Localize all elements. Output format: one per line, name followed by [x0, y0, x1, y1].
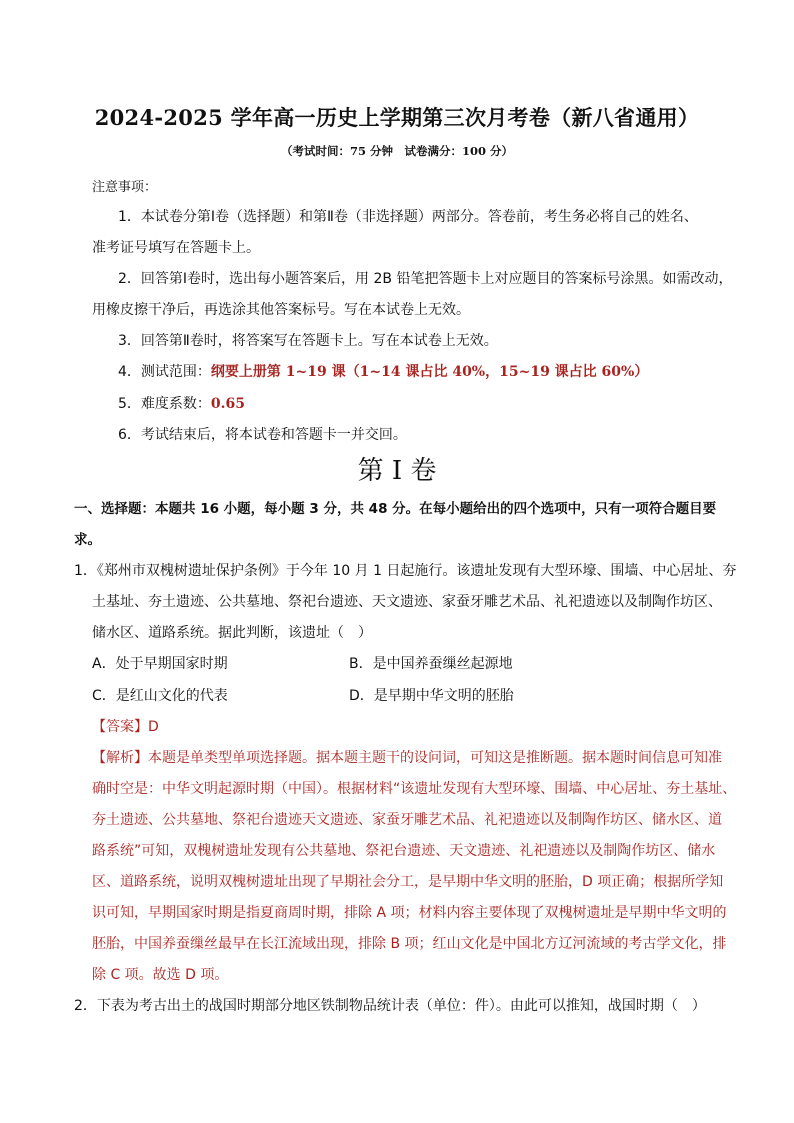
q1-stem-line-2: 土基址、夯土遗迹、公共墓地、祭祀台遗迹、天文遗迹、家蚕牙雕艺术品、礼祀遗迹以及制陶作坊区、 [92, 594, 722, 610]
q1-analysis-line-3: 夯土遗迹、公共墓地、祭祀台遗迹天文遗迹、家蚕牙雕艺术品、礼祀遗迹以及制陶作坊区、储水区、道 [92, 812, 722, 828]
notice-item-4-prefix: 4．测试范围： [118, 364, 211, 380]
q1-analysis-line-5: 区、道路系统，说明双槐树遗址出现了早期社会分工，是早期中华文明的胚胎，D 项正确；根据所学知 [92, 874, 724, 890]
difficulty-value: 0.65 [210, 396, 246, 412]
q1-stem-line-1: 1．《郑州市双槐树遗址保护条例》于今年 10 月 1 日起施行。该遗址发现有大型环壕、围墙、中心居址、夯 [74, 563, 737, 579]
notice-item-2-line-1: 2．回答第Ⅰ卷时，选出每小题答案后，用 2B 铅笔把答题卡上对应题目的答案标号涂黑。如需改动， [118, 271, 733, 287]
q1-analysis-label: 【解析】 [92, 750, 148, 766]
exam-title: 2024-2025 学年高一历史上学期第三次月考卷（新八省通用） [94, 105, 700, 130]
exam-subtitle: （考试时间：75 分钟 试卷满分：100 分） [280, 144, 513, 158]
q1-analysis-line-8: 除 C 项。故选 D 项。 [92, 967, 229, 983]
q1-analysis-line-2: 确时空是：中华文明起源时期（中国）。根据材料“该遗址发现有大型环壕、围墙、中心居址、夯土基址、 [92, 781, 737, 797]
q1-analysis-text-1: 本题是单类型单项选择题。据本题主题干的设问词，可知这是推断题。据本题时间信息可知准 [148, 750, 722, 766]
test-scope-value: 纲要上册第 1~19 课（1~14 课占比 40%，15~19 课占比 60%） [210, 364, 649, 380]
q1-option-b: B．是中国养蚕缫丝起源地 [349, 656, 513, 672]
q1-option-d: D．是早期中华文明的胚胎 [349, 688, 514, 704]
notice-item-3: 3．回答第Ⅱ卷时，将答案写在答题卡上。写在本试卷上无效。 [118, 333, 498, 349]
notice-heading: 注意事项： [92, 180, 158, 195]
notice-item-5 [118, 393, 245, 413]
section-intro-line-1: 一、选择题：本题共 16 小题，每小题 3 分，共 48 分。在每小题给出的四个选项中，只有一项符合题目要 [74, 501, 717, 517]
notice-item-5-prefix: 5．难度系数： [118, 396, 211, 412]
q1-analysis-line-6: 识可知，早期国家时期是指夏商周时期，排除 A 项；材料内容主要体现了双槐树遗址是早期中华文明的 [92, 905, 727, 921]
q1-answer: 【答案】D [92, 719, 159, 735]
notice-item-6: 6．考试结束后，将本试卷和答题卡一并交回。 [118, 427, 407, 443]
notice-item-4 [118, 361, 648, 381]
q1-option-c: C．是红山文化的代表 [92, 688, 228, 704]
section-title: 第 I 卷 [357, 456, 437, 486]
notice-item-1-line-1: 1．本试卷分第Ⅰ卷（选择题）和第Ⅱ卷（非选择题）两部分。答卷前，考生务必将自己的姓名、 [118, 209, 698, 225]
q2-stem-line-1: 2．下表为考古出土的战国时期部分地区铁制物品统计表（单位：件）。由此可以推知，战国时期（ ） [74, 998, 706, 1014]
section-intro-line-2: 求。 [74, 532, 101, 548]
notice-item-2-line-2: 用橡皮擦干净后，再选涂其他答案标号。写在本试卷上无效。 [92, 302, 470, 318]
q1-analysis-line-7: 胚胎，中国养蚕缫丝最早在长江流域出现，排除 B 项；红山文化是中国北方辽河流域的考古学文化，排 [92, 936, 727, 952]
q1-option-a: A．处于早期国家时期 [92, 656, 228, 672]
q1-analysis-line-4: 路系统”可知，双槐树遗址发现有公共墓地、祭祀台遗迹、天文遗迹、礼祀遗迹以及制陶作坊区、储水 [92, 843, 716, 859]
q1-analysis-line-1 [92, 747, 722, 767]
q1-stem-line-3: 储水区、道路系统。据此判断，该遗址（ ） [92, 625, 372, 641]
notice-item-1-line-2: 准考证号填写在答题卡上。 [92, 240, 260, 256]
